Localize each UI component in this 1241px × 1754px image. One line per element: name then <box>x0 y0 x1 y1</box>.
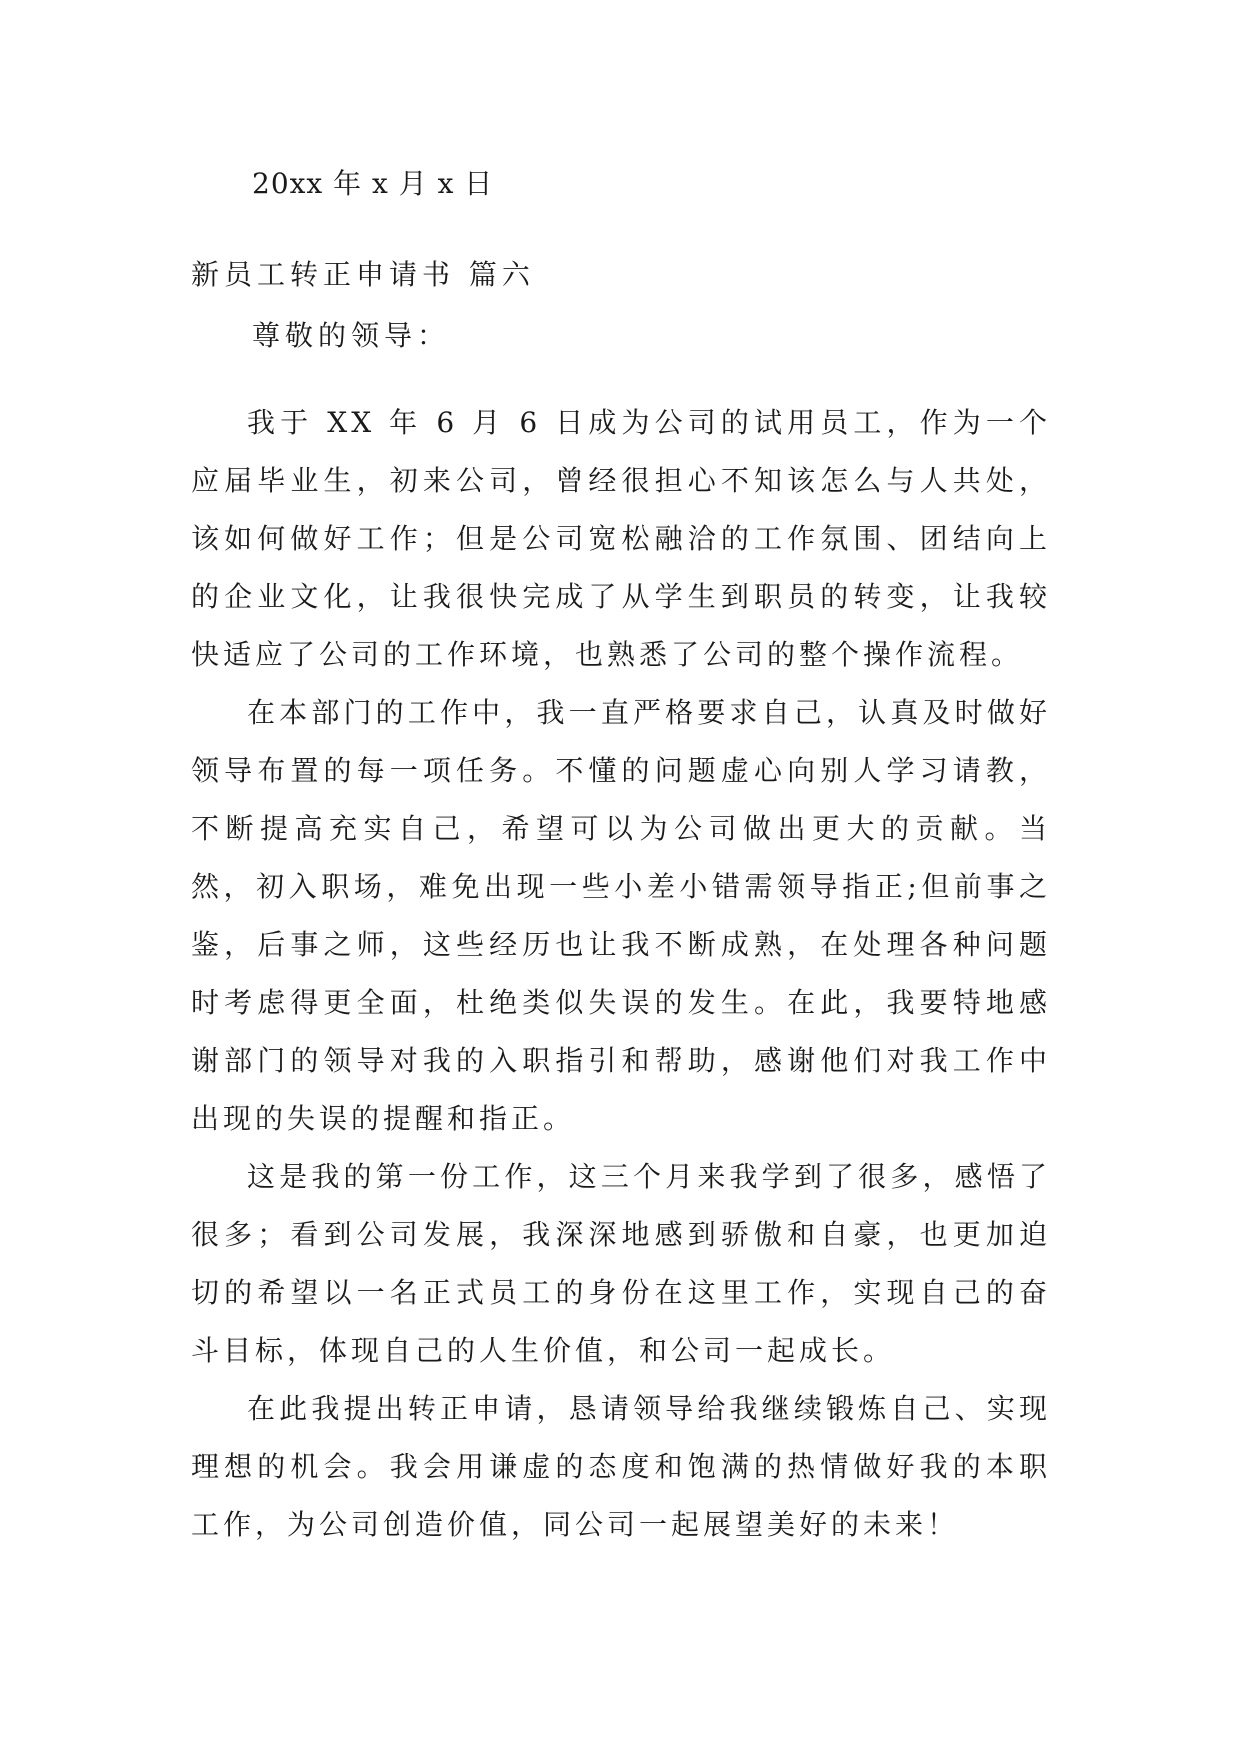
paragraph-1: 我于 XX 年 6 月 6 日成为公司的试用员工，作为一个应届毕业生，初来公司，曾经很担心不知该怎么与人共处，该如何做好工作；但是公司宽松融洽的工作氛围、团结向上的企业文化，让我很快完成了从学生到职员的转变，让我较快适应了公司的工作环境，也熟悉了公司的整个操作流程。 <box>191 406 1051 671</box>
paragraph-4: 在此我提出转正申请，恳请领导给我继续锻炼自己、实现理想的机会。我会用谦虚的态度和饱满的热情做好我的本职工作，为公司创造价值，同公司一起展望美好的未来！ <box>191 1392 1051 1541</box>
letter-body <box>191 394 1051 1554</box>
salutation: 尊敬的领导： <box>252 319 451 352</box>
date-line: 20xx 年 x 月 x 日 <box>252 167 494 200</box>
paragraph-3: 这是我的第一份工作，这三个月来我学到了很多，感悟了很多；看到公司发展，我深深地感到骄傲和自豪，也更加迫切的希望以一名正式员工的身份在这里工作，实现自己的奋斗目标，体现自己的人生价值，和公司一起成长。 <box>191 1160 1051 1367</box>
document-title: 新员工转正申请书 篇六 <box>191 258 535 291</box>
paragraph-2: 在本部门的工作中，我一直严格要求自己，认真及时做好领导布置的每一项任务。不懂的问题虚心向别人学习请教，不断提高充实自己，希望可以为公司做出更大的贡献。当然，初入职场，难免出现一些小差小错需领导指正;但前事之鉴，后事之师，这些经历也让我不断成熟，在处理各种问题时考虑得更全面，杜绝类似失误的发生。在此，我要特地感谢部门的领导对我的入职指引和帮助，感谢他们对我工作中出现的失误的提醒和指正。 <box>191 696 1051 1135</box>
